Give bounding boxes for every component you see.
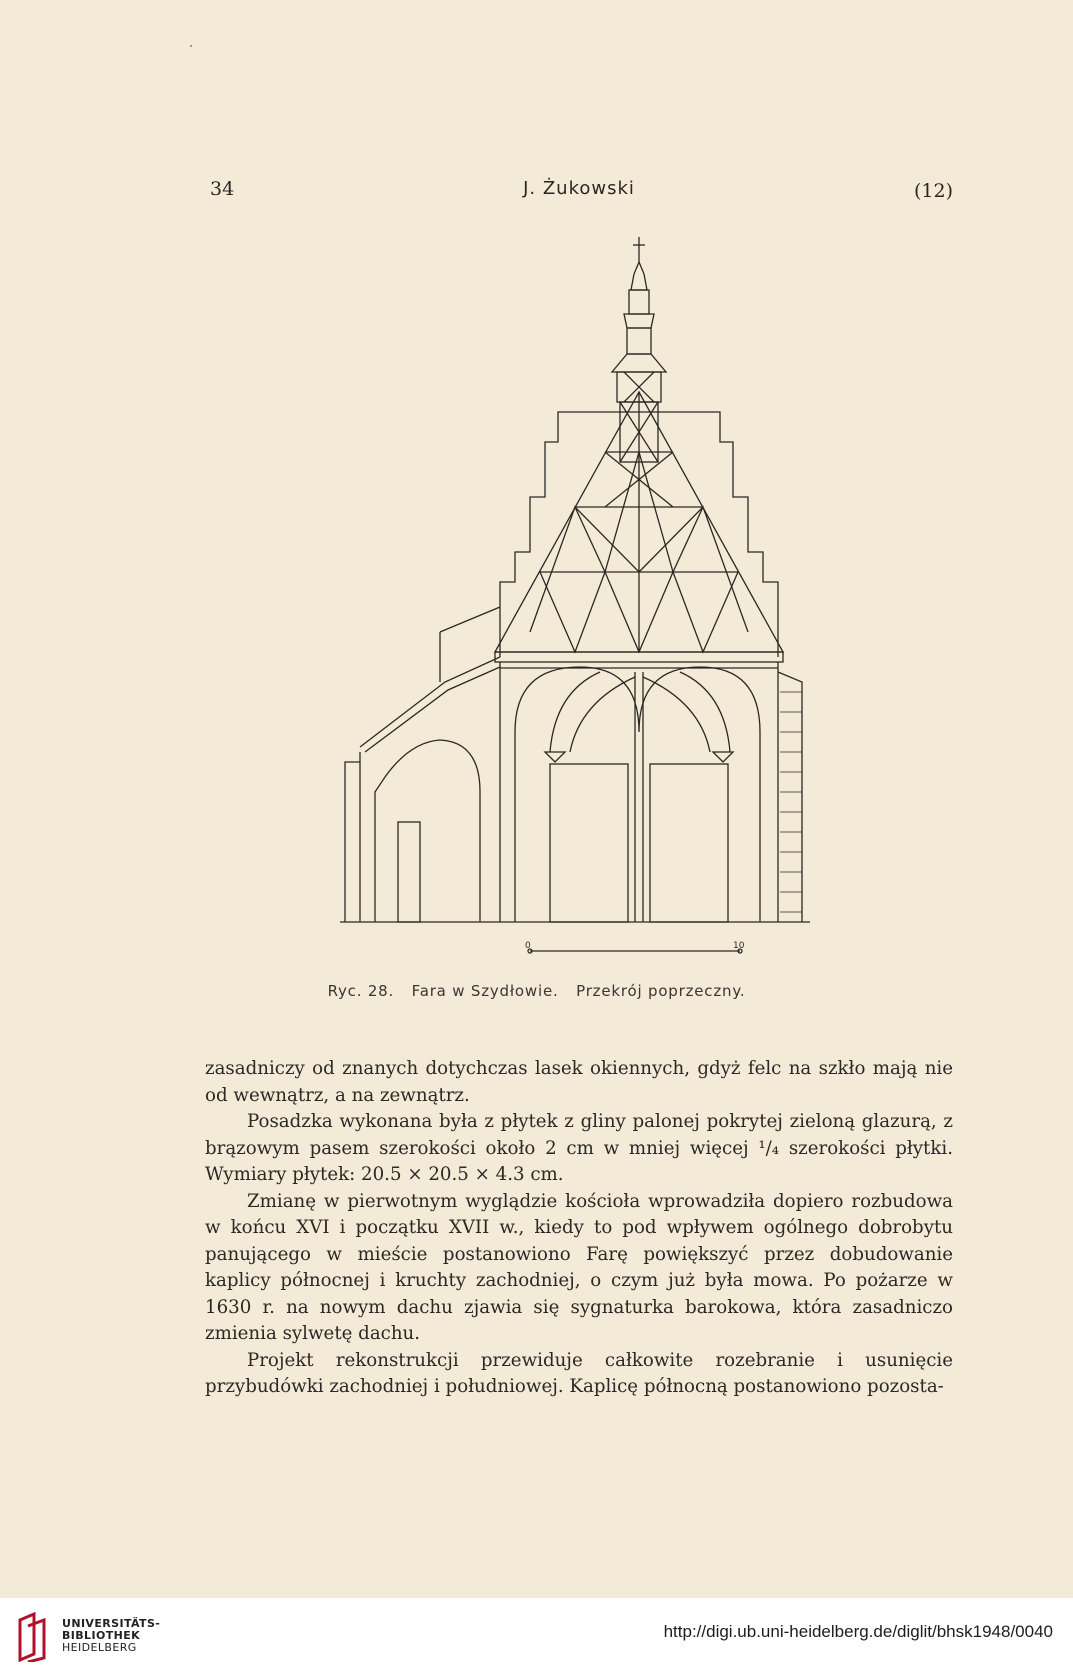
running-header (205, 178, 953, 208)
paragraph-1: zasadniczy od znanych dotychczas lasek okiennych, gdyż felc na szkło mają nie od wewnątrz, a na zewnątrz. (205, 1058, 953, 1106)
figure-caption (0, 982, 1073, 1000)
source-url-link[interactable]: http://digi.ub.uni-heidelberg.de/diglit/bhsk1948/0040 (663, 1622, 1053, 1641)
scale-start-label: 0 (525, 941, 531, 951)
library-line-2: BIBLIOTHEK (62, 1629, 141, 1642)
nave-vault (515, 667, 760, 922)
section-number: (12) (913, 180, 953, 202)
caption-label: Ryc. 28. (327, 982, 395, 1000)
caption-description: Przekrój poprzeczny. (576, 982, 746, 1000)
church-cross-section-drawing (340, 232, 820, 962)
paragraph-4: Projekt rekonstrukcji przewiduje całkowite rozebranie i usunięcie przybudówki zachodniej i południowej. Kaplicę północną postanowiono pozosta- (205, 1349, 953, 1397)
page-number: 34 (210, 178, 235, 200)
library-logo-icon (14, 1610, 52, 1662)
paper-speck (190, 45, 192, 47)
paragraph-2: Posadzka wykonana była z płytek z gliny palonej pokrytej zieloną glazurą, z brązowym pasem szerokości około 2 cm w mniej więcej ¹/₄ szerokości płytki. Wymiary płytek: 20.5 × 20.5 × 4.3 cm. (205, 1111, 953, 1185)
caption-place: Fara w Szydłowie. (411, 982, 559, 1000)
library-line-3: HEIDELBERG (62, 1641, 137, 1654)
buttress (778, 672, 802, 922)
chapel-roof (360, 657, 500, 747)
lantern-skirt (612, 354, 666, 372)
lantern-top (631, 262, 647, 290)
library-line-1: UNIVERSITÄTS- (62, 1617, 161, 1630)
scale-end-label: 10 (733, 941, 745, 951)
author-name: J. Żukowski (523, 178, 635, 199)
library-footer (0, 1598, 1073, 1675)
library-name (62, 1618, 160, 1654)
paragraph-3: Zmianę w pierwotnym wyglądzie kościoła wprowadziła dopiero rozbudowa w końcu XVI i początku XVII w., kiedy to pod wpływem ogólnego dobrobytu panującego w mieście postanowiono Farę powiększyć przez dobudowanie kaplicy północnej i kruchty zachodniej, o czym już była mowa. Po pożarze w 1630 r. na nowym dachu zjawia się sygnaturka barokowa, która zasadniczo zmienia sylwetę dachu. (205, 1190, 953, 1344)
chapel-arch (375, 740, 480, 922)
body-text (205, 1056, 953, 1401)
